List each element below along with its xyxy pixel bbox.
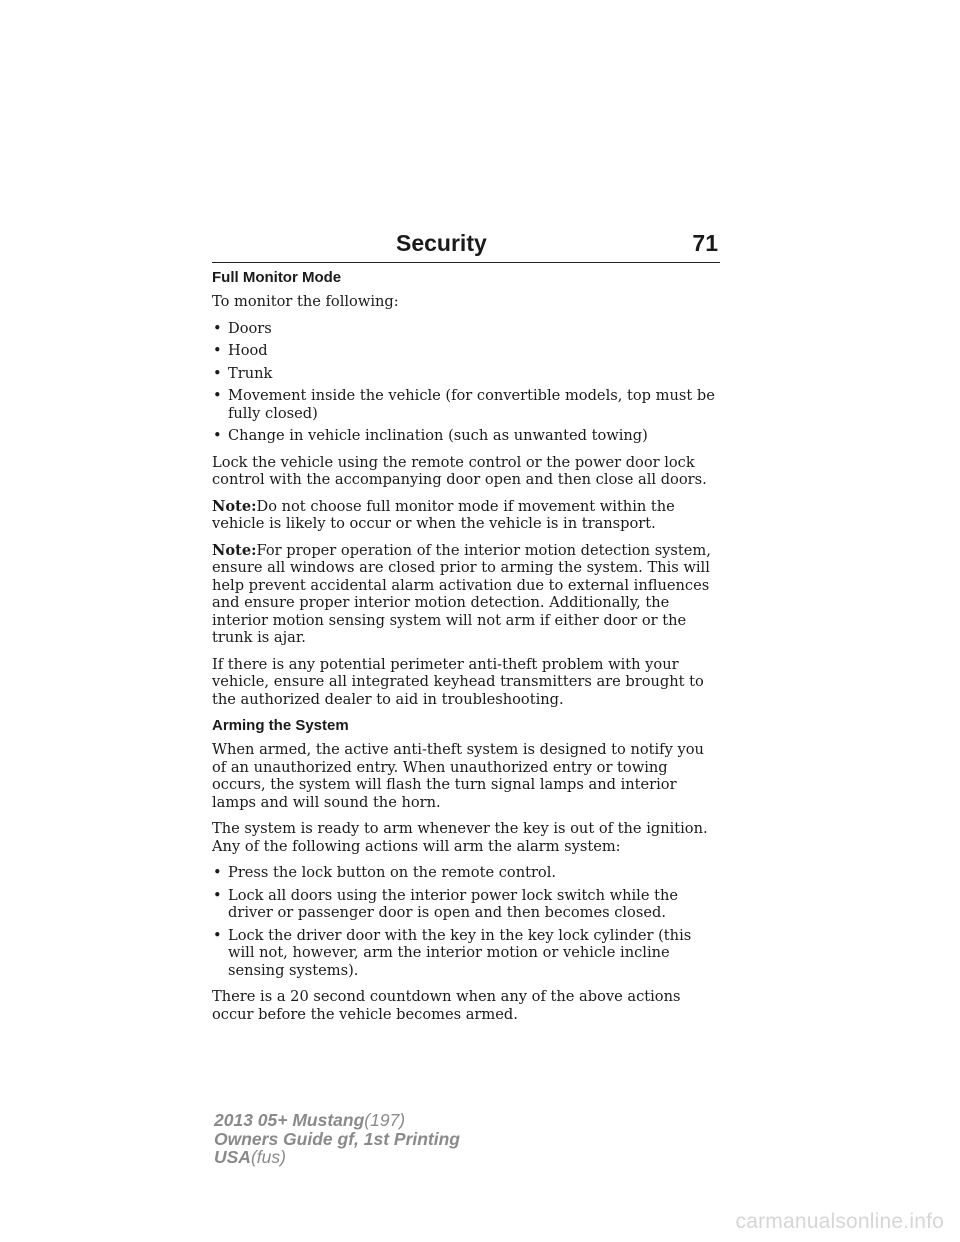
list-item: • Doors — [212, 320, 722, 338]
page-content — [212, 269, 722, 1032]
section-title: Security — [396, 230, 487, 256]
footer-market: USA — [214, 1147, 251, 1167]
note-label: Note: — [212, 541, 257, 559]
note-motion-detection — [212, 542, 722, 647]
watermark: carmanualsonline.info — [735, 1210, 944, 1233]
footer-model: 2013 05+ Mustang — [214, 1110, 365, 1130]
page-number: 71 — [692, 230, 718, 256]
arming-list — [212, 864, 722, 979]
footer-market-code: (fus) — [250, 1147, 286, 1167]
arming-heading: Arming the System — [212, 717, 349, 734]
list-item: • Change in vehicle inclination (such as unwanted towing) — [212, 427, 722, 445]
problem-paragraph: If there is any potential perimeter anti-theft problem with your vehicle, ensure all integrated keyhead transmitters are brought to the authorized dealer to aid in troubleshooting. — [212, 655, 704, 708]
list-item: • Lock all doors using the interior power lock switch while the driver or passenger door is open and then becomes closed. — [212, 887, 722, 922]
footer-line-1 — [214, 1111, 534, 1130]
footer-code: (197) — [364, 1110, 406, 1130]
full-monitor-heading: Full Monitor Mode — [212, 269, 342, 286]
arming-paragraph-2: The system is ready to arm whenever the key is out of the ignition. Any of the following actions will arm the alarm system: — [212, 820, 708, 855]
list-item: • Trunk — [212, 365, 722, 383]
list-item: • Press the lock button on the remote control. — [212, 864, 722, 882]
footer-line-2: Owners Guide gf, 1st Printing — [214, 1128, 460, 1149]
note-label: Note: — [212, 497, 257, 515]
note-transport — [212, 498, 722, 533]
note-text: Do not choose full monitor mode if movement within the vehicle is likely to occur or when the vehicle is in transport. — [212, 497, 675, 532]
note-text: For proper operation of the interior motion detection system, ensure all windows are closed prior to arming the system. This will help prevent accidental alarm activation due to external influences and ensure proper interior motion detection. Additionally, the interior motion sensing system will not arm if either door or the trunk is ajar. — [212, 541, 711, 646]
monitor-intro: To monitor the following: — [212, 293, 399, 310]
list-item: • Lock the driver door with the key in the key lock cylinder (this will not, however, arm the interior motion or vehicle incline sensing systems). — [212, 927, 722, 980]
arming-paragraph-1: When armed, the active anti-theft system is designed to notify you of an unauthorized entry. When unauthorized entry or towing occurs, the system will flash the turn signal lamps and interior lamps and will sound the horn. — [212, 741, 704, 811]
footer-line-3 — [214, 1148, 534, 1167]
list-item: • Hood — [212, 342, 722, 360]
lock-paragraph: Lock the vehicle using the remote control or the power door lock control with the accompanying door open and then close all doors. — [212, 453, 707, 488]
monitor-list — [212, 320, 722, 445]
print-footer — [214, 1111, 534, 1167]
arming-paragraph-3: There is a 20 second countdown when any of the above actions occur before the vehicle becomes armed. — [212, 988, 681, 1023]
page-header — [212, 226, 720, 263]
list-item: • Movement inside the vehicle (for convertible models, top must be fully closed) — [212, 387, 722, 422]
